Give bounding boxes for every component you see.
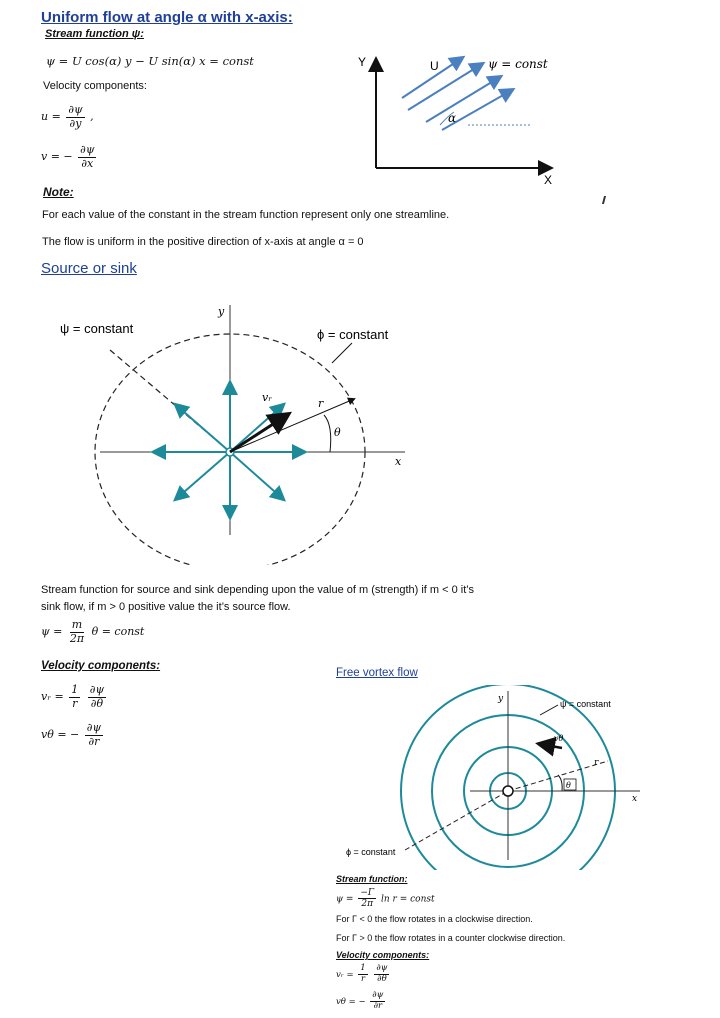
source-vr-fraction [88, 684, 106, 710]
vortex-vr-coef-num: 1 [360, 963, 366, 973]
radial-arrow [230, 452, 283, 499]
vortex-vt-numerator: ∂ψ [372, 990, 384, 1000]
u-denominator: ∂y [69, 116, 82, 130]
source-vr-lhs: vᵣ = [41, 690, 64, 704]
theta-label: θ [334, 426, 341, 439]
theta-arc [558, 775, 562, 791]
stream-function-label: Stream function ψ: [45, 28, 144, 40]
vortex-eq-numerator: −Γ [360, 888, 375, 898]
theta-label: θ [566, 781, 571, 790]
v-theta-arrow [540, 744, 562, 748]
phi-leader [332, 343, 352, 363]
psi-constant-label: ψ = constant [560, 699, 611, 709]
uniform-flow-diagram [340, 50, 620, 200]
vortex-eq-fraction [358, 888, 376, 910]
uniform-title: Uniform flow at angle α with x-axis: [41, 9, 293, 26]
psi-constant-label: ψ = constant [60, 321, 134, 336]
vortex-diagram [340, 685, 650, 870]
source-velocity-label: Velocity components: [41, 660, 161, 672]
source-vt-equation [41, 722, 105, 748]
source-vt-numerator: ∂ψ [86, 721, 102, 734]
phi-constant-label: ϕ = constant [346, 847, 396, 857]
x-axis-label: X [544, 173, 553, 187]
u-label: U [430, 59, 439, 73]
radial-arrow [230, 405, 283, 452]
vr-arrow [230, 415, 287, 452]
vortex-vr-coef [358, 964, 367, 985]
v-theta-label: vθ [554, 734, 564, 743]
u-fraction [66, 104, 84, 130]
vortex-vr-coef-den: r [360, 973, 366, 984]
uniform-stream-equation: ψ = U cos(α) y − U sin(α) x = const [46, 54, 254, 68]
vortex-condition-1: For Γ < 0 the flow rotates in a clockwise direction. [336, 914, 533, 924]
source-stream-equation [41, 619, 144, 645]
vortex-center [503, 786, 513, 796]
note-label: Note: [43, 185, 74, 199]
u-equation [41, 104, 94, 130]
y-axis-label: y [498, 694, 504, 704]
note-line-2: The flow is uniform in the positive direction of x-axis at angle α = 0 [42, 236, 364, 248]
source-description-1: Stream function for source and sink depending upon the value of m (strength) if m < 0 it’s [41, 584, 475, 596]
u-trail: , [90, 110, 94, 124]
source-vr-coef-den: r [72, 696, 78, 710]
source-vr-denominator: ∂θ [90, 696, 104, 710]
radial-arrow [176, 452, 230, 499]
vortex-vr-denominator: ∂θ [377, 973, 387, 984]
r-line [508, 761, 608, 791]
stray-mark [602, 196, 606, 204]
vortex-title: Free vortex flow [336, 667, 418, 679]
u-numerator: ∂ψ [68, 103, 83, 116]
v-denominator: ∂x [81, 156, 94, 170]
u-lhs: u = [41, 110, 61, 124]
psi-leader [540, 705, 558, 715]
vortex-vt-fraction [370, 991, 385, 1012]
source-vt-lhs: vθ = − [41, 728, 80, 742]
vortex-vr-fraction [374, 964, 389, 985]
vortex-vr-lhs: vᵣ = [336, 969, 354, 980]
source-eq-rhs: θ = const [91, 625, 145, 639]
source-eq-lhs: ψ = [41, 625, 63, 639]
source-vt-denominator: ∂r [88, 734, 100, 748]
phi-constant-label: ϕ = constant [317, 327, 389, 342]
streamline [426, 77, 500, 122]
source-eq-fraction [68, 619, 86, 645]
y-axis-label: Y [358, 55, 367, 69]
radial-arrow [176, 405, 230, 452]
source-vr-coef-num: 1 [71, 683, 79, 696]
velocity-components-label: Velocity components: [43, 80, 147, 92]
vortex-velocity-label: Velocity components: [336, 950, 430, 960]
source-title: Source or sink [41, 260, 137, 277]
v-lhs: v = − [41, 150, 73, 164]
alpha-label: α [448, 111, 457, 125]
r-label: r [318, 397, 324, 410]
y-axis-label: y [218, 305, 225, 318]
phi-constant-line [405, 791, 508, 850]
vortex-condition-2: For Γ > 0 the flow rotates in a counter clockwise direction. [336, 933, 566, 943]
vortex-stream-label: Stream function: [336, 874, 408, 884]
x-axis-label: x [632, 794, 638, 804]
psi-const-label: ψ = const [488, 57, 548, 71]
source-vr-equation [41, 684, 108, 710]
vortex-vt-denominator: ∂r [373, 1000, 383, 1011]
r-label: r [594, 758, 599, 768]
x-axis-label: x [395, 455, 402, 468]
source-eq-numerator: m [71, 618, 83, 631]
vortex-eq-rhs: ln r = const [381, 894, 435, 905]
note-line-1: For each value of the constant in the stream function represent only one streamline. [42, 209, 450, 221]
vr-label: vᵣ [262, 391, 273, 404]
source-eq-denominator: 2π [69, 631, 85, 645]
vortex-eq-lhs: ψ = [336, 894, 354, 905]
source-vt-fraction [85, 722, 103, 748]
v-equation [41, 144, 98, 170]
v-numerator: ∂ψ [80, 143, 95, 156]
source-vr-numerator: ∂ψ [89, 683, 105, 696]
source-diagram [40, 295, 430, 565]
vortex-vr-equation [336, 964, 391, 985]
source-vr-coef [69, 684, 80, 710]
vortex-vr-numerator: ∂ψ [376, 963, 388, 973]
vortex-stream-equation [336, 888, 435, 910]
vortex-eq-denominator: 2π [361, 899, 374, 910]
theta-arc [324, 415, 331, 452]
vortex-vt-lhs: vθ = − [336, 996, 366, 1007]
v-fraction [78, 144, 96, 170]
vortex-vt-equation [336, 991, 387, 1012]
source-description-2: sink flow, if m > 0 positive value the it’s source flow. [41, 601, 291, 613]
